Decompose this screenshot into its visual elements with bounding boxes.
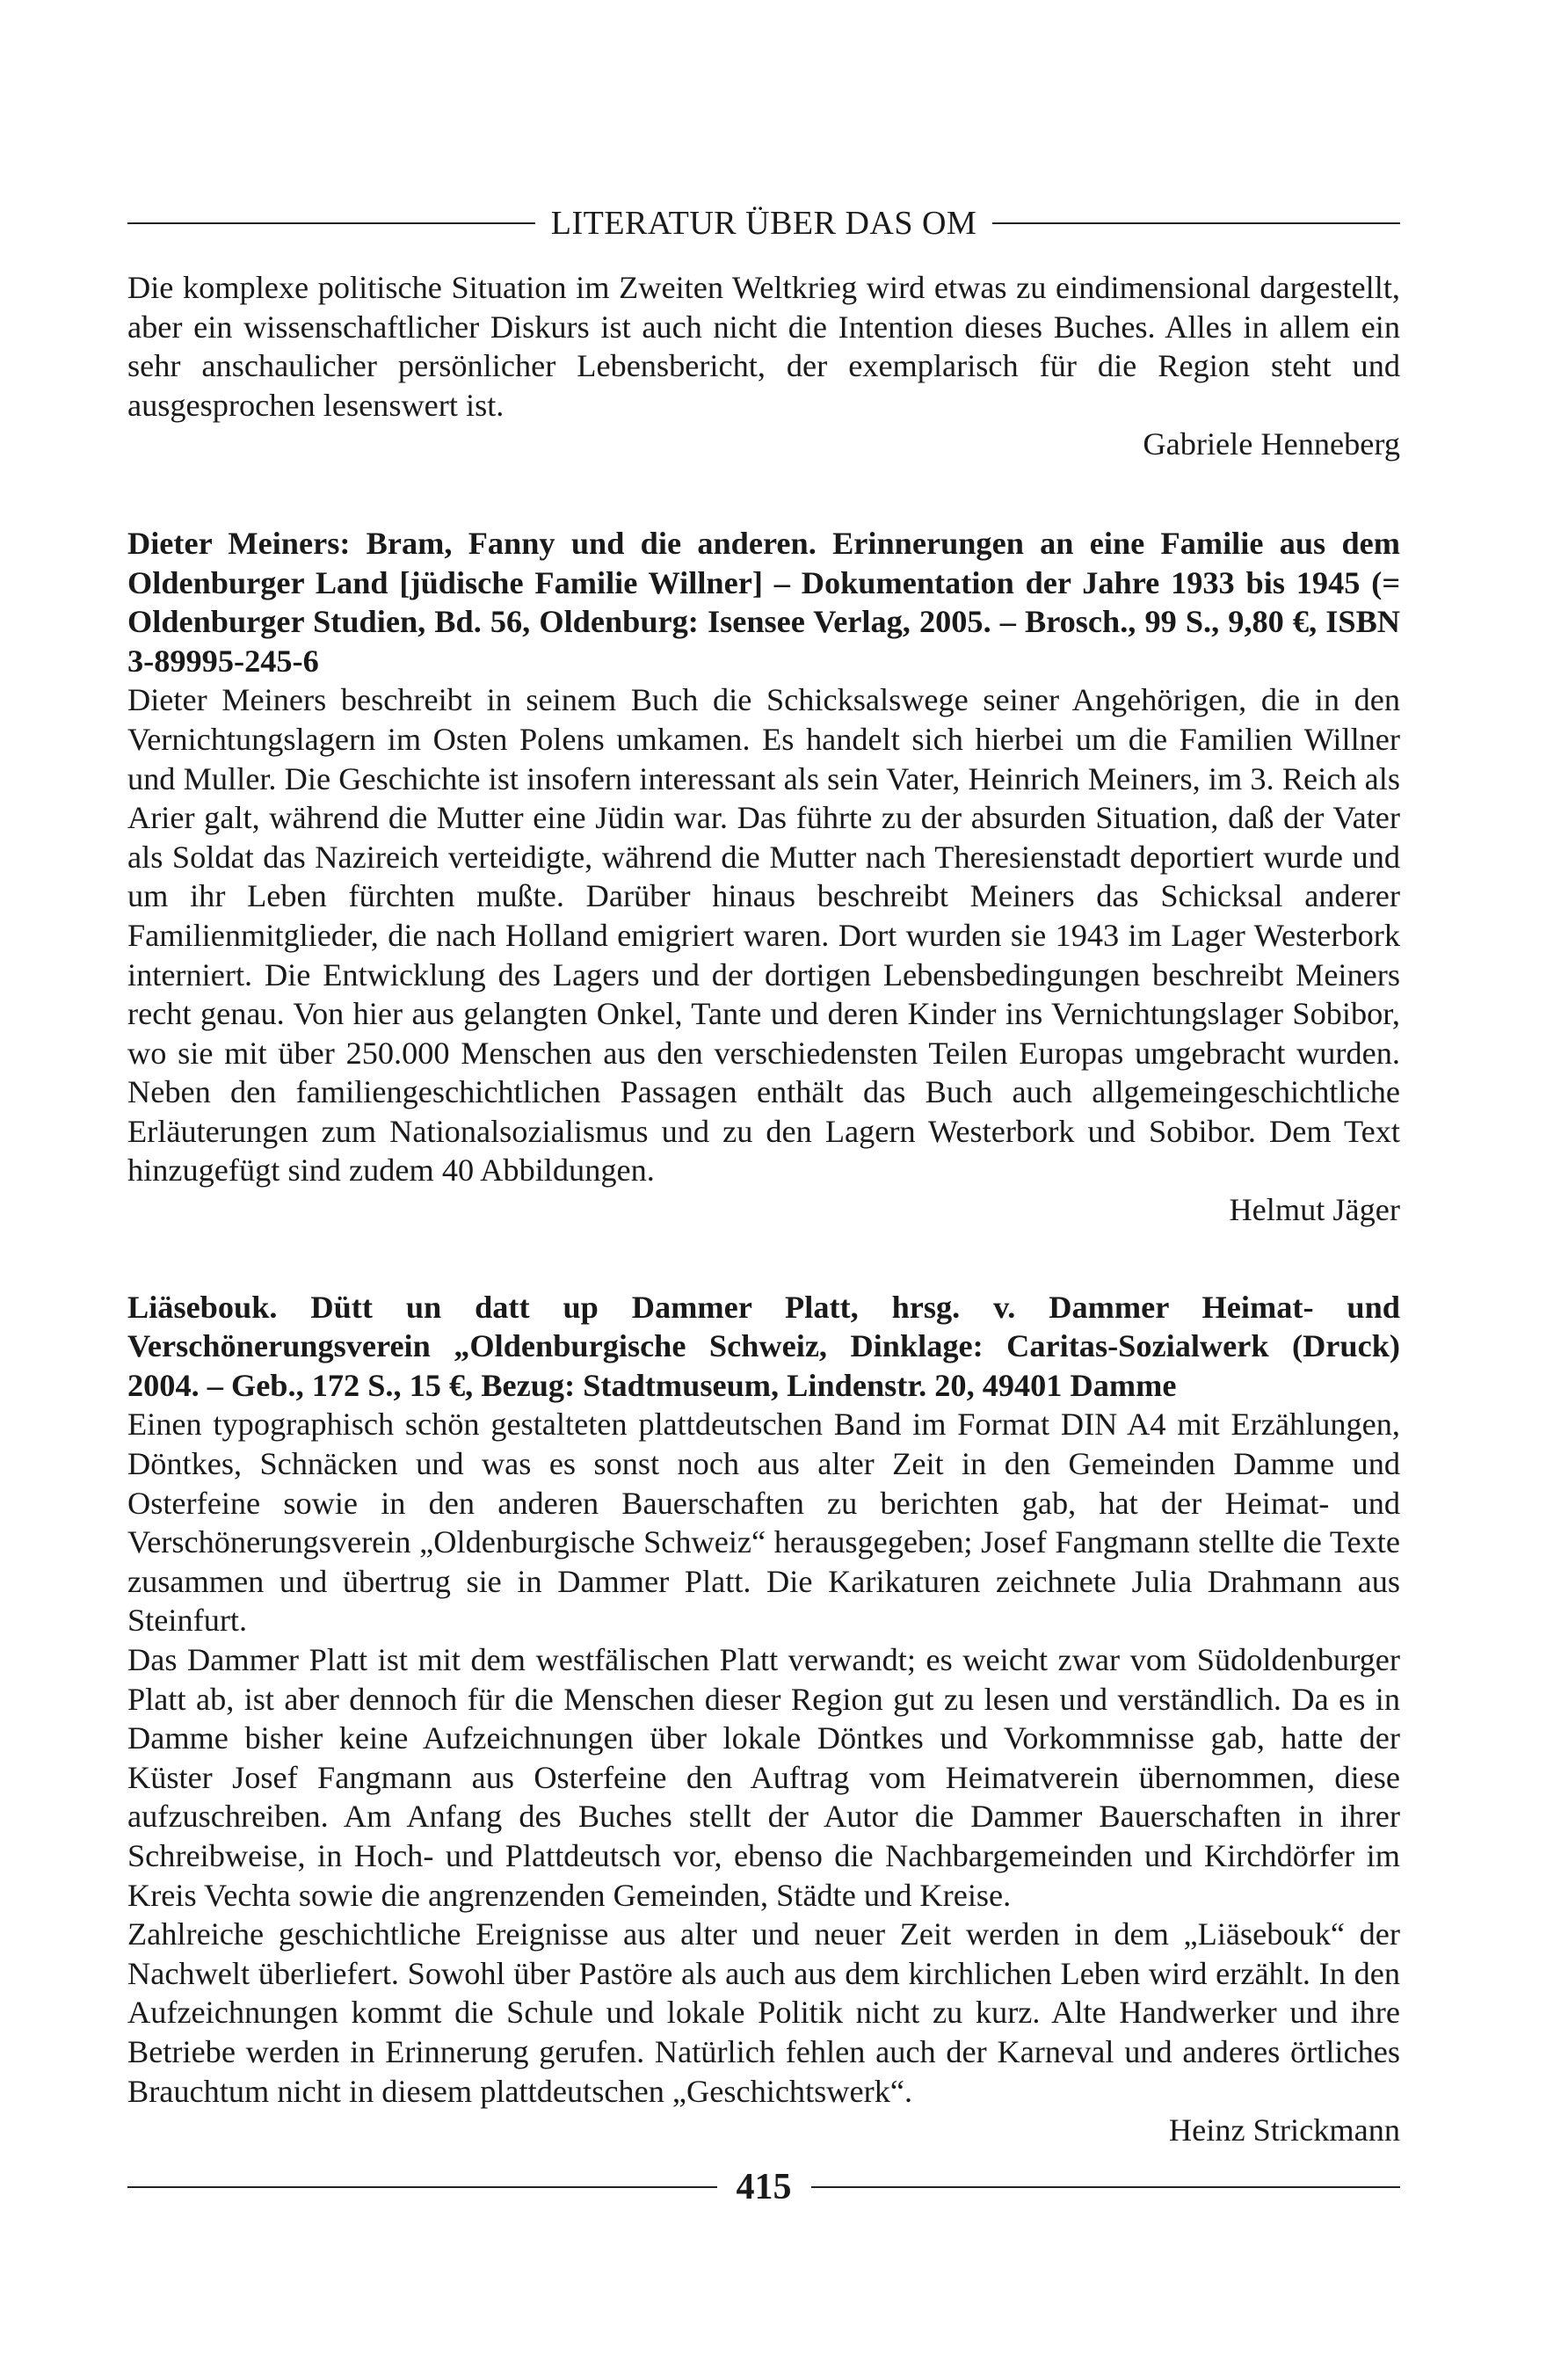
review-signature: Helmut Jäger xyxy=(1229,1192,1400,1228)
review-heading: Liäsebouk. Dütt un datt up Dammer Platt, hrsg. v. Dammer Heimat- und Verschönerungsverein „Oldenburgische Schweiz, Dinklage: Caritas-Sozialwerk (Druck) 2004. – Geb., 172 S., 15 €, Bezug: Stadtmuseum, Lindenstr. 20, 49401 Damme xyxy=(127,1289,1400,1403)
intro-signature: Gabriele Henneberg xyxy=(1143,426,1400,462)
page-number: 415 xyxy=(736,2167,792,2207)
header-rule-left xyxy=(127,222,535,224)
section-spacer xyxy=(127,1230,1400,1288)
review-signature: Heinz Strickmann xyxy=(1168,2112,1400,2148)
footer-rule-right xyxy=(811,2186,1401,2188)
header-rule-right xyxy=(992,222,1400,224)
review-liaesebouk xyxy=(127,1288,1400,2150)
intro-paragraph: Die komplexe politische Situation im Zweiten Weltkrieg wird etwas zu eindimensional dargestellt, aber ein wissenschaftlicher Diskurs ist auch nicht die Intention dieses Buches. Alles in allem ein sehr anschaulicher persönlicher Lebensbericht, der exemplarisch für die Region steht und ausgesprochen lesenswert ist. xyxy=(127,270,1400,423)
running-header xyxy=(127,204,1400,243)
review-meiners xyxy=(127,524,1400,1230)
section-spacer xyxy=(127,464,1400,524)
review-paragraph: Einen typographisch schön gestalteten plattdeutschen Band im Format DIN A4 mit Erzählungen, Döntkes, Schnäcken und was es sonst noch aus alter Zeit in den Gemeinden Damme und Osterfeine sowie in den anderen Bauerschaften zu berichten gab, hat der Heimat- und Verschönerungsverein „Oldenburgische Schweiz“ herausgegeben; Josef Fangmann stellte die Texte zusammen und übertrug sie in Dammer Platt. Die Karikaturen zeichnete Julia Drahmann aus Steinfurt. xyxy=(127,1407,1400,1639)
book-page xyxy=(127,0,1400,2370)
review-paragraph: Das Dammer Platt ist mit dem westfälischen Platt verwandt; es weicht zwar vom Südoldenburger Platt ab, ist aber dennoch für die Menschen dieser Region gut zu lesen und verständlich. Da es in Damme bisher keine Aufzeichnungen über lokale Döntkes und Vorkommnisse gab, hatte der Küster Josef Fangmann aus Osterfeine den Auftrag vom Heimatverein übernommen, diese aufzuschreiben. Am Anfang des Buches stellt der Autor die Dammer Bauerschaften in ihrer Schreibweise, in Hoch- und Plattdeutsch vor, ebenso die Nachbargemeinden und Kirchdörfer im Kreis Vechta sowie die angrenzenden Gemeinden, Städte und Kreise. xyxy=(127,1642,1400,1913)
review-heading: Dieter Meiners: Bram, Fanny und die anderen. Erinnerungen an eine Familie aus dem Oldenburger Land [jüdische Familie Willner] – Dokumentation der Jahre 1933 bis 1945 (= Oldenburger Studien, Bd. 56, Oldenburg: Isensee Verlag, 2005. – Brosch., 99 S., 9,80 €, ISBN 3-89995-245-6 xyxy=(127,525,1400,679)
footer-rule-left xyxy=(127,2186,717,2188)
running-header-title: LITERATUR ÜBER DAS OM xyxy=(550,205,977,242)
review-paragraph: Dieter Meiners beschreibt in seinem Buch die Schicksalswege seiner Angehörigen, die in den Vernichtungslagern im Osten Polens umkamen. Es handelt sich hierbei um die Familien Willner und Muller. Die Geschichte ist insofern interessant als sein Vater, Heinrich Meiners, im 3. Reich als Arier galt, während die Mutter eine Jüdin war. Das führte zu der absurden Situation, daß der Vater als Soldat das Nazireich verteidigte, während die Mutter nach Theresienstadt deportiert wurde und um ihr Leben fürchten mußte. Darüber hinaus beschreibt Meiners das Schicksal anderer Familienmitglieder, die nach Holland emigriert waren. Dort wurden sie 1943 im Lager Westerbork interniert. Die Entwicklung des Lagers und der dortigen Lebensbedingungen beschreibt Meiners recht genau. Von hier aus gelangten Onkel, Tante und deren Kinder ins Vernichtungslager Sobibor, wo sie mit über 250.000 Menschen aus den verschiedensten Teilen Europas umgebracht wurden. Neben den familiengeschichtlichen Passagen enthält das Buch auch allgemeingeschichtliche Erläuterungen zum Nationalsozialismus und zu den Lagern Westerbork und Sobibor. Dem Text hinzugefügt sind zudem 40 Abbildungen. xyxy=(127,682,1400,1189)
page-content xyxy=(127,268,1400,2150)
page-footer xyxy=(127,2166,1400,2208)
review-paragraph: Zahlreiche geschichtliche Ereignisse aus alter und neuer Zeit werden in dem „Liäsebouk“ der Nachwelt überliefert. Sowohl über Pastöre als auch aus dem kirchlichen Leben wird erzählt. In den Aufzeichnungen kommt die Schule und lokale Politik nicht zu kurz. Alte Handwerker und ihre Betriebe werden in Erinnerung gerufen. Natürlich fehlen auch der Karneval und anderes örtliches Brauchtum nicht in diesem plattdeutschen „Geschichtswerk“. xyxy=(127,1916,1400,2109)
